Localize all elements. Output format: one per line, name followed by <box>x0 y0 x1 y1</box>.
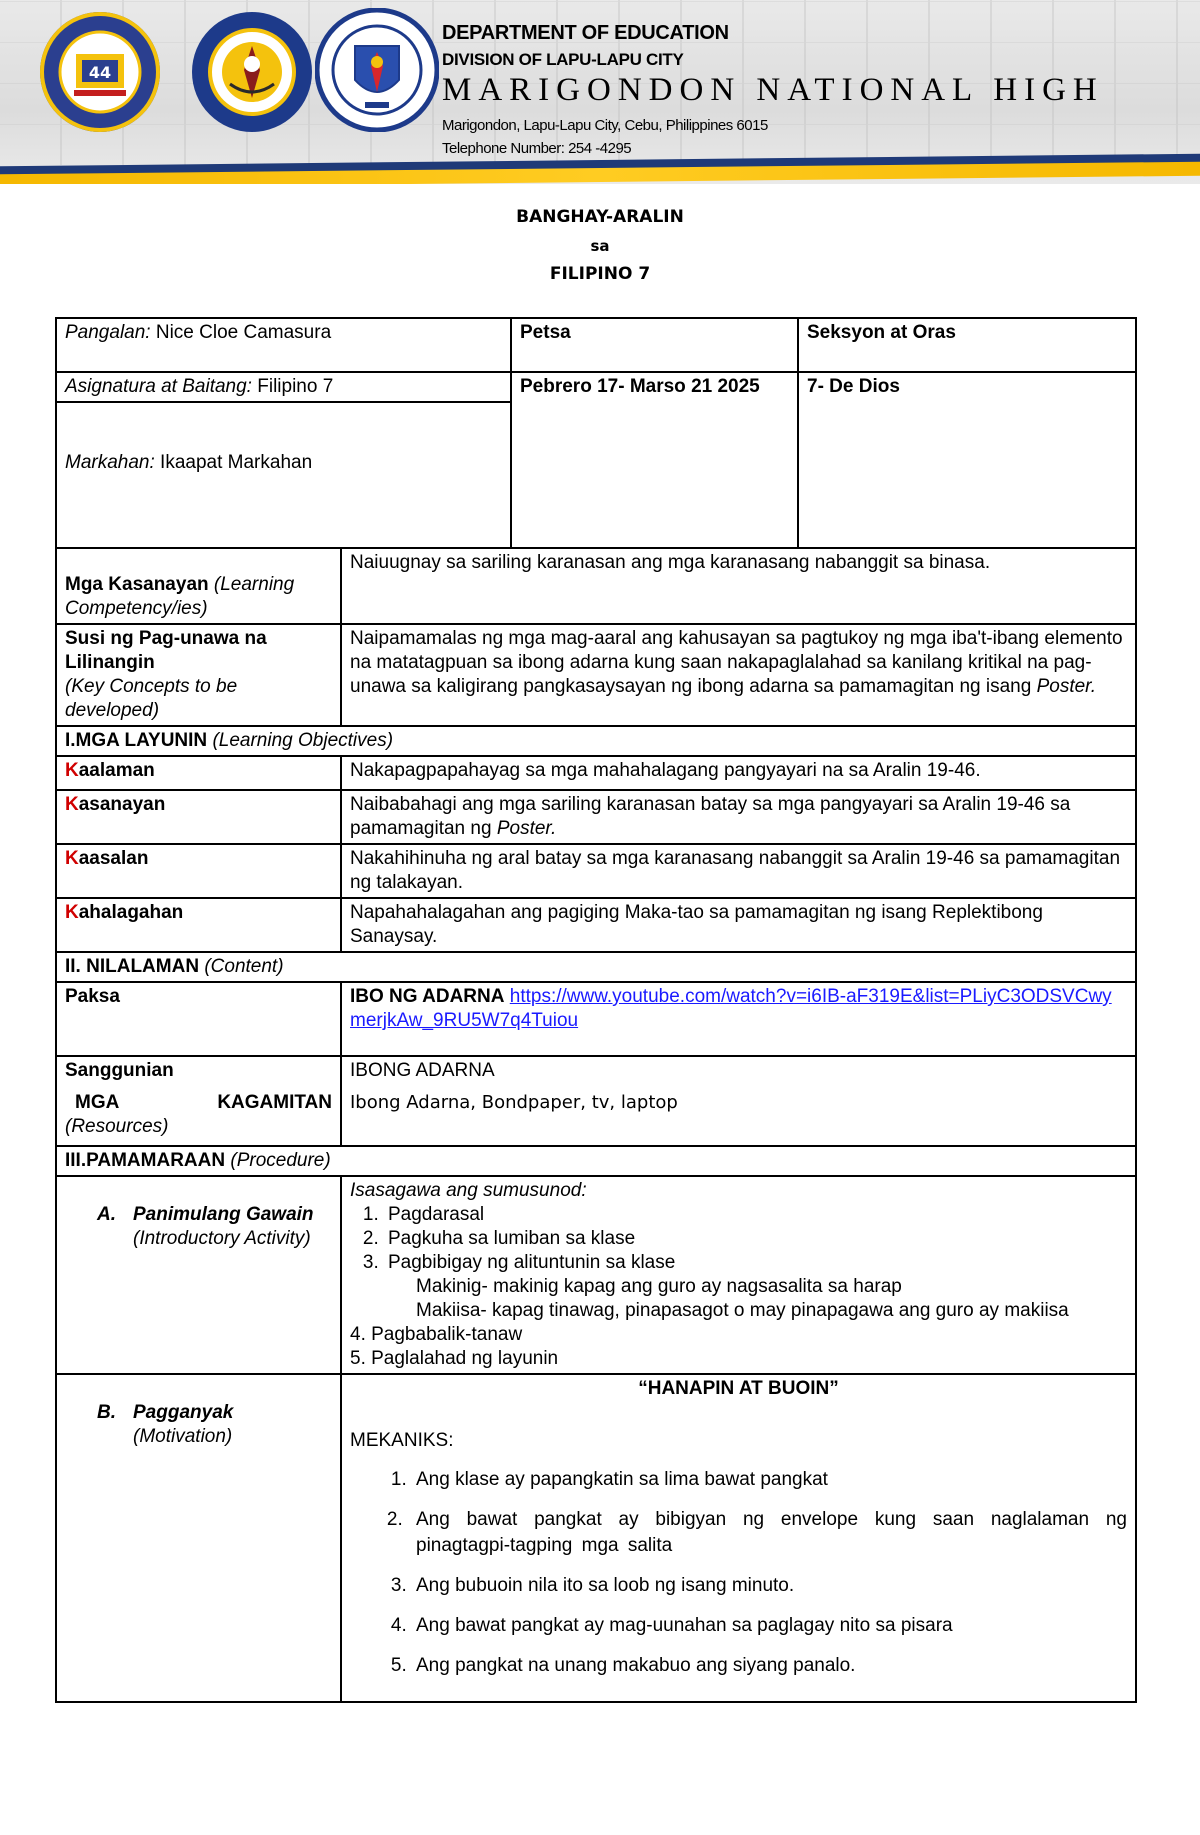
competency-label-en: (Learning Competency/ies) <box>65 574 295 619</box>
procedure-heading: III.PAMAMARAAN <box>65 1150 226 1171</box>
objective-value-cell <box>341 756 1136 790</box>
intro-label-cell <box>56 1176 341 1374</box>
content-heading-en: (Content) <box>199 956 284 977</box>
intro-label-en: (Introductory Activity) <box>133 1228 311 1249</box>
intro-substep: Makinig- makinig kapag ang guro ay nagsasalita sa harap <box>416 1276 902 1297</box>
intro-step-5: 5. Paglalahad ng layunin <box>350 1348 559 1369</box>
motivation-letter: B. <box>97 1402 116 1423</box>
info-row-1 <box>56 318 1136 372</box>
objective-initial: K <box>65 848 79 869</box>
reference-value: IBONG ADARNA <box>350 1060 495 1081</box>
competency-value: Naiuugnay sa sariling karanasan ang mga karanasang nabanggit sa binasa. <box>341 548 1136 624</box>
content-heading-row <box>56 952 1136 982</box>
lesson-plan-table <box>55 317 1137 1703</box>
materials-label-en: (Resources) <box>65 1116 169 1137</box>
doc-title: BANGHAY-ARALIN <box>516 207 684 227</box>
school-name: MARIGONDON NATIONAL HIGH <box>442 72 1104 108</box>
objectives-heading-cell <box>56 726 1136 756</box>
intro-lead: Isasagawa ang sumusunod: <box>350 1180 587 1201</box>
quarter-label: Markahan: <box>65 452 155 473</box>
motivation-label-en: (Motivation) <box>133 1426 233 1447</box>
objective-row <box>56 756 1136 790</box>
division-name: DIVISION OF LAPU-LAPU CITY <box>442 50 684 69</box>
quarter-value: Ikaapat Markahan <box>154 452 313 473</box>
materials-label <box>65 1091 332 1115</box>
school-address: Marigondon, Lapu-Lapu City, Cebu, Philippines 6015 <box>442 117 768 134</box>
list-item: 2. Ang bawat pangkat ay bibigyan ng envelope kung saan naglalaman ng pinagtagpi-tagping mga salita <box>412 1507 1127 1559</box>
content-heading: II. NILALAMAN <box>65 956 200 977</box>
key-concepts-value-cell <box>341 624 1136 726</box>
reference-label: Sanggunian <box>65 1060 174 1081</box>
objective-row <box>56 898 1136 952</box>
division-seal-icon <box>190 10 314 134</box>
svg-text:44: 44 <box>88 63 112 82</box>
department-name: DEPARTMENT OF EDUCATION <box>442 22 729 44</box>
materials-label-1: MGA <box>75 1092 120 1113</box>
list-item: 1. Ang klase ay papangkatin sa lima bawat pangkat <box>412 1467 1127 1493</box>
materials-value: Ibong Adarna, Bondpaper, tv, laptop <box>350 1092 678 1113</box>
school-phone: Telephone Number: 254 -4295 <box>442 140 632 157</box>
mechanics-list <box>350 1467 1127 1679</box>
list-item: 4. Ang bawat pangkat ay mag-uunahan sa paglagay nito sa pisara <box>412 1613 1127 1639</box>
section-header: Seksyon at Oras <box>798 318 1136 372</box>
key-concepts-row <box>56 624 1136 726</box>
resources-label-cell <box>56 1056 341 1146</box>
key-concepts-label-cell <box>56 624 341 726</box>
resources-row <box>56 1056 1136 1146</box>
objectives-heading: I.MGA LAYUNIN <box>65 730 208 751</box>
objective-label-cell <box>56 756 341 790</box>
objective-value: Napahahalagahan ang pagiging Maka-tao sa pamamagitan ng isang Replektibong Sanaysay. <box>350 902 1043 947</box>
intro-label <box>97 1203 332 1251</box>
list-item: 3. Pagbibigay ng alituntunin sa klase <box>384 1251 1127 1275</box>
objective-row <box>56 790 1136 844</box>
competency-row <box>56 548 1136 624</box>
motivation-row <box>56 1374 1136 1702</box>
objective-initial: K <box>65 902 79 923</box>
procedure-heading-en: (Procedure) <box>225 1150 331 1171</box>
objective-label: aalaman <box>78 760 155 781</box>
topic-value: IBO NG ADARNA <box>350 986 505 1007</box>
doc-title-sa: sa <box>590 237 610 255</box>
list-item: 3. Ang bubuoin nila ito sa loob ng isang minuto. <box>412 1573 1127 1599</box>
name-value: Nice Cloe Camasura <box>150 322 332 343</box>
topic-label: Paksa <box>56 982 341 1056</box>
info-row-2 <box>56 372 1136 402</box>
objective-value: Nakahihinuha ng aral batay sa mga karanasang nabanggit sa Aralin 19-46 sa pamamagitan ng talakayan. <box>350 848 1121 893</box>
name-label: Pangalan: <box>65 322 151 343</box>
intro-content-cell <box>341 1176 1136 1374</box>
topic-row <box>56 982 1136 1056</box>
spacer <box>350 1453 1127 1467</box>
materials-label-2: KAGAMITAN <box>217 1092 332 1113</box>
motivation-label-text: Pagganyak <box>133 1402 234 1423</box>
objective-value-italic: Poster. <box>496 818 557 839</box>
objective-label: aasalan <box>78 848 149 869</box>
topic-video-link[interactable]: https://www.youtube.com/watch?v=i6IB-aF319E&list=PLiyC3ODSVCwymerjkAw_9RU5W7q4Tuiou <box>350 986 1112 1031</box>
list-item: 2. Pagkuha sa lumiban sa klase <box>384 1227 1127 1251</box>
deped-seal-icon <box>315 8 439 132</box>
objective-initial: K <box>65 760 79 781</box>
date-value: Pebrero 17- Marso 21 2025 <box>511 372 798 548</box>
list-item: 1. Pagdarasal <box>384 1203 1127 1227</box>
resources-value-cell <box>341 1056 1136 1146</box>
intro-step-4: 4. Pagbabalik-tanaw <box>350 1324 523 1345</box>
objective-value-cell <box>341 898 1136 952</box>
motivation-label <box>97 1401 332 1449</box>
subject-label: Asignatura at Baitang: <box>65 376 252 397</box>
objective-label-cell <box>56 790 341 844</box>
objective-label-cell <box>56 898 341 952</box>
key-concepts-label-en: (Key Concepts to be developed) <box>65 676 238 721</box>
motivation-content-cell <box>341 1374 1136 1702</box>
procedure-heading-cell <box>56 1146 1136 1176</box>
school-seal-icon <box>38 10 162 134</box>
header-banner <box>0 0 1200 184</box>
spacer <box>350 1401 1127 1429</box>
competency-label-cell <box>56 548 341 624</box>
objectives-heading-en: (Learning Objectives) <box>207 730 394 751</box>
intro-substep: Makiisa- kapag tinawag, pinapasagot o may pinapagawa ang guro ay makiisa <box>416 1300 1069 1321</box>
header-text-block <box>442 22 1104 157</box>
subject-cell <box>56 372 511 402</box>
competency-label: Mga Kasanayan <box>65 574 209 595</box>
quarter-cell <box>56 402 511 548</box>
objective-label: asanayan <box>78 794 166 815</box>
intro-letter: A. <box>97 1204 116 1225</box>
objective-value-cell <box>341 844 1136 898</box>
key-concepts-value: Naipamamalas ng mga mag-aaral ang kahusayan sa pagtukoy ng mga iba't-ibang elemento na matatagpuan sa ibong adarna kung saan nakapaglalahad sa kanilang kritikal na pag-unawa sa kaligirang pangkasaysayan ng ibong adarna sa pamamagitan ng isang <box>350 628 1123 697</box>
objective-label: ahalagahan <box>78 902 184 923</box>
subject-value: Filipino 7 <box>251 376 334 397</box>
objective-value: Nakapagpapahayag sa mga mahahalagang pangyayari na sa Aralin 19-46. <box>350 760 981 781</box>
objective-value: Naibabahagi ang mga sariling karanasan batay sa mga pangyayari sa Aralin 19-46 sa pamamagitan ng <box>350 794 1071 839</box>
procedure-heading-row <box>56 1146 1136 1176</box>
date-header: Petsa <box>511 318 798 372</box>
objectives-heading-row <box>56 726 1136 756</box>
objective-row <box>56 844 1136 898</box>
motivation-label-cell <box>56 1374 341 1702</box>
name-cell <box>56 318 511 372</box>
list-item: 5. Ang pangkat na unang makabuo ang siyang panalo. <box>412 1653 1127 1679</box>
mechanics-label: MEKANIKS: <box>350 1430 454 1451</box>
content-heading-cell <box>56 952 1136 982</box>
intro-activity-row <box>56 1176 1136 1374</box>
intro-steps <box>350 1203 1127 1275</box>
game-title: “HANAPIN AT BUOIN” <box>638 1378 839 1399</box>
objective-value-cell <box>341 790 1136 844</box>
section-value: 7- De Dios <box>798 372 1136 548</box>
topic-value-cell <box>341 982 1136 1056</box>
objective-label-cell <box>56 844 341 898</box>
doc-subject-title: FILIPINO 7 <box>549 264 651 284</box>
key-concepts-value-italic: Poster. <box>1036 676 1097 697</box>
objective-initial: K <box>65 794 79 815</box>
key-concepts-label: Susi ng Pag-unawa na Lilinangin <box>65 628 267 673</box>
intro-label-text: Panimulang Gawain <box>133 1204 314 1225</box>
